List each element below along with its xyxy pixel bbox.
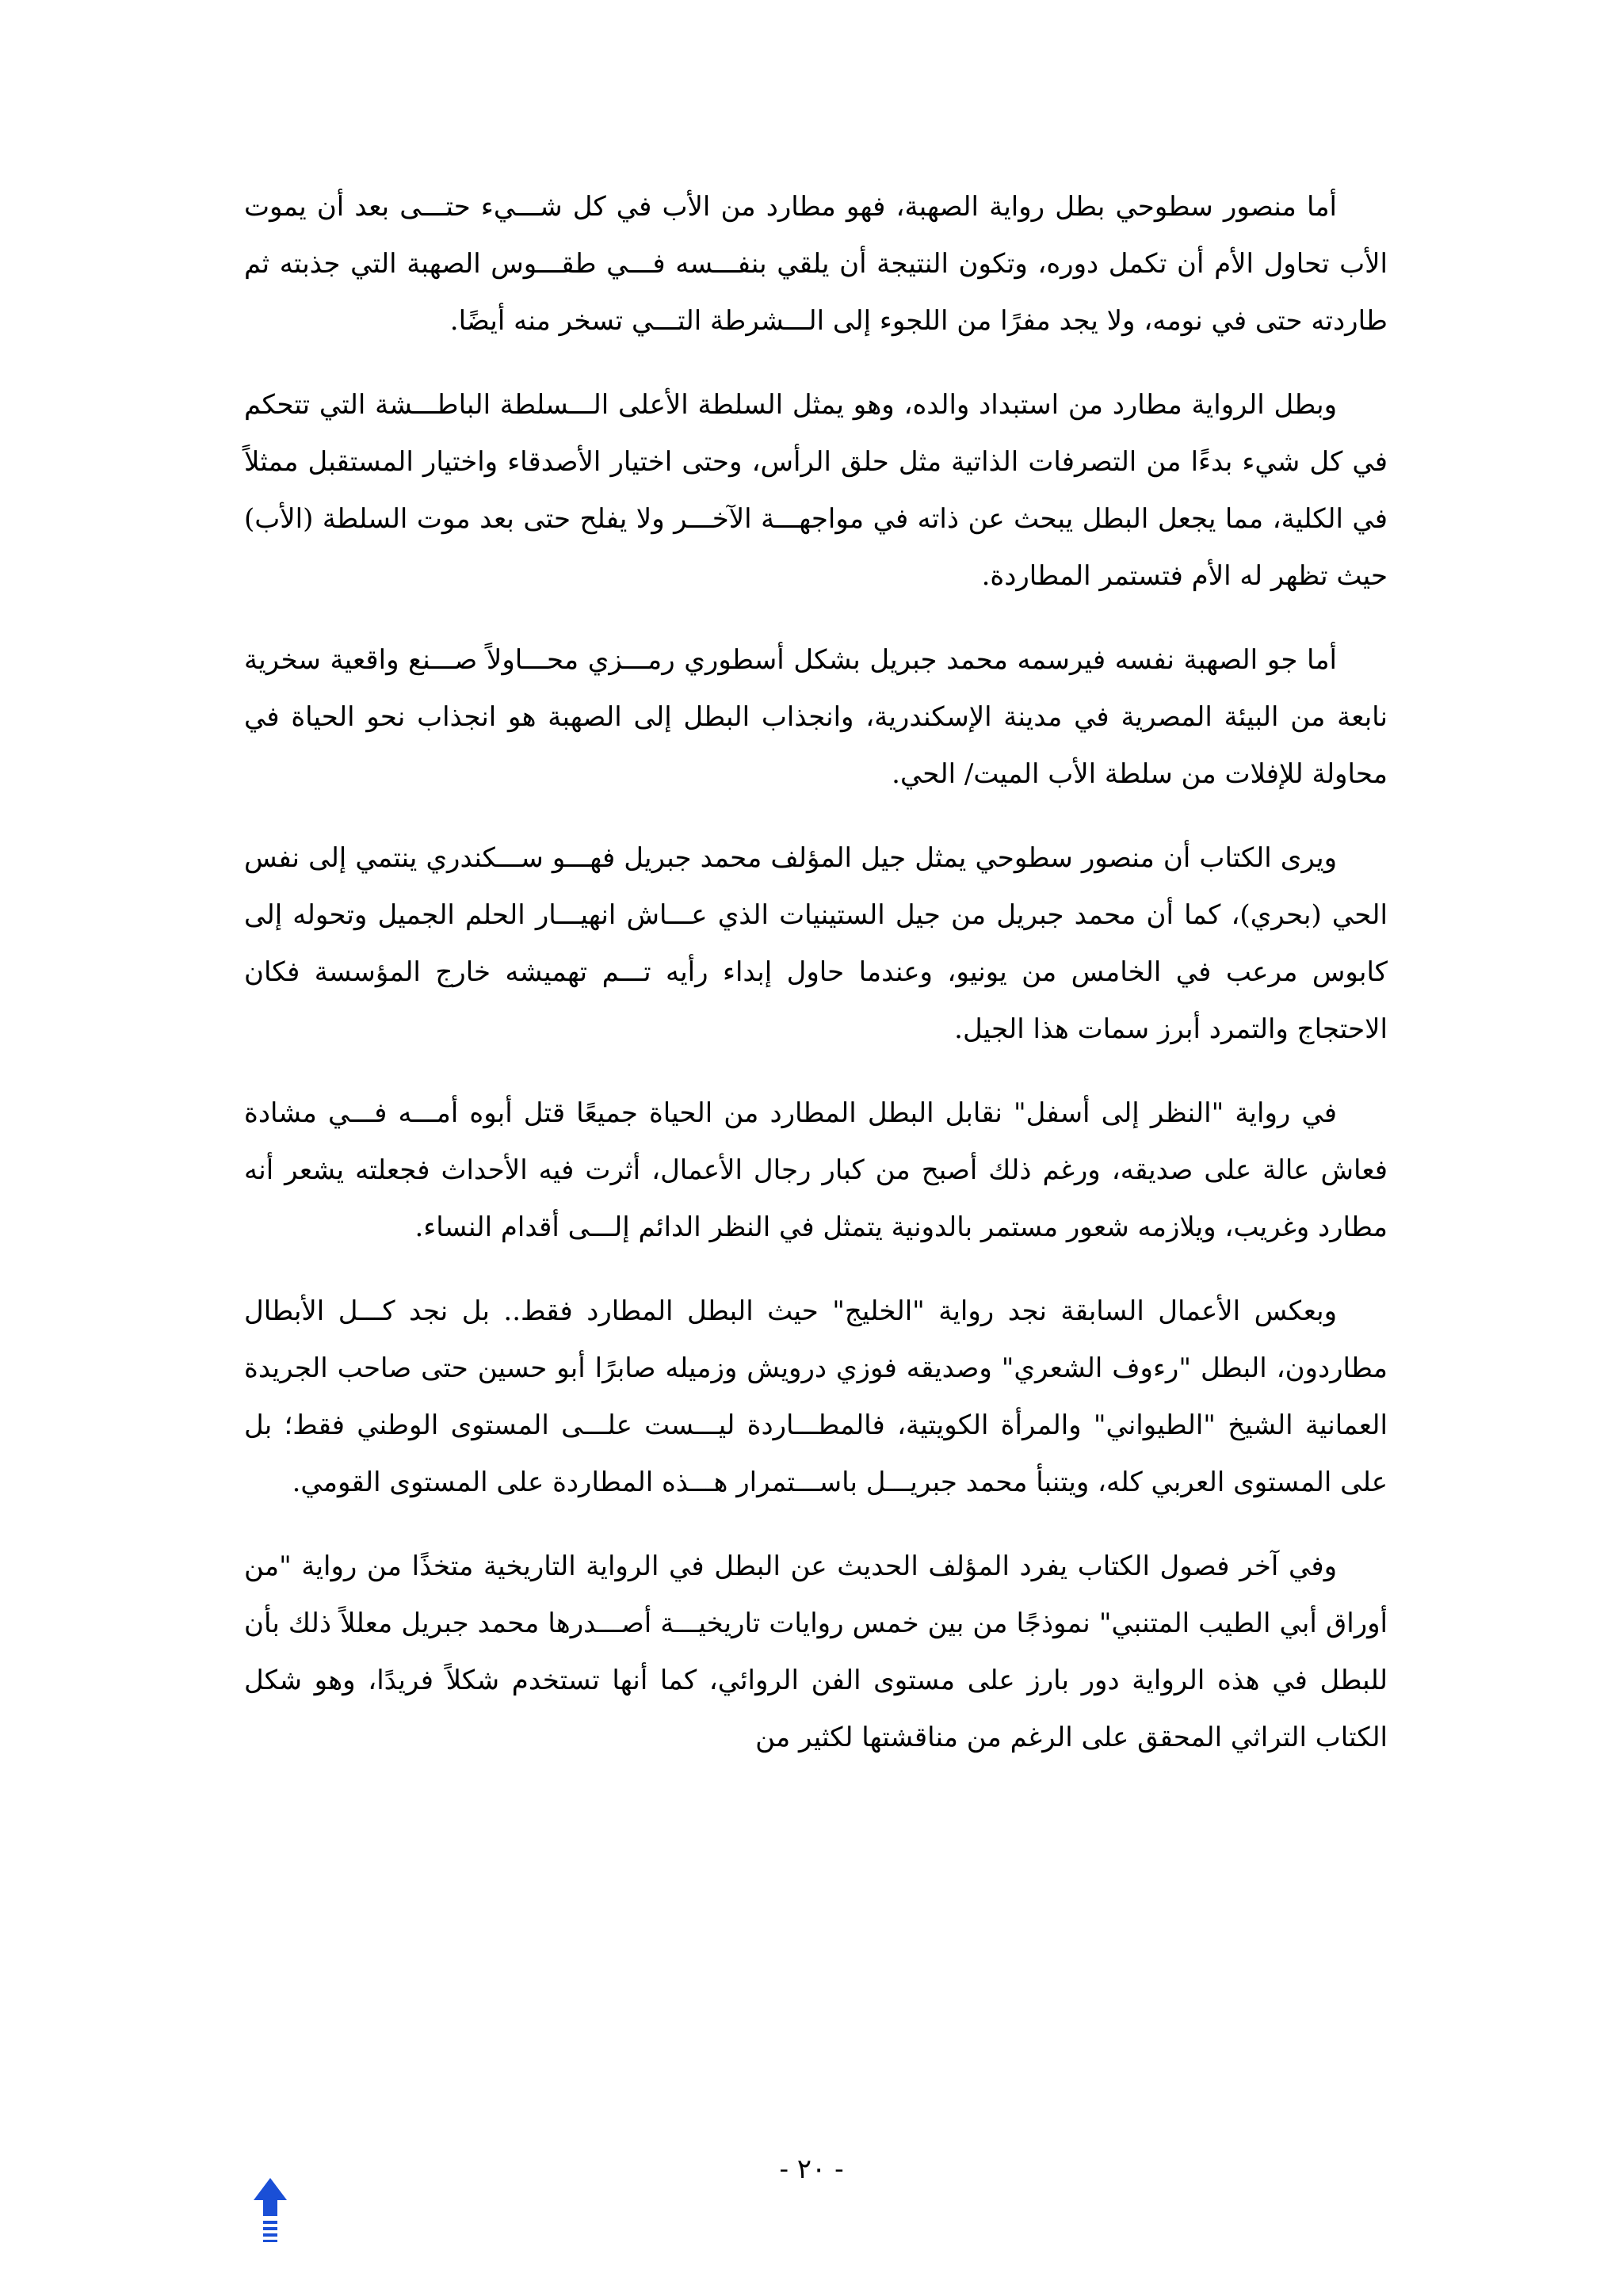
paragraph: ويرى الكتاب أن منصور سطوحي يمثل جيل المؤلف محمد جبريل فهـــو ســـكندري ينتمي إلى نفس الحي (بحري)، كما أن محمد جبريل من جيل الستينيات الذي عـــاش انهيـــار الحلم الجميل وتحوله إلى كابوس مرعب في الخامس من يونيو، وعندما حاول إبداء رأيه تـــم تهميشه خارج المؤسسة فكان الاحتجاج والتمرد أبرز سمات هذا الجيل. (244, 842, 1388, 1045)
paragraph: وفي آخر فصول الكتاب يفرد المؤلف الحديث عن البطل في الرواية التاريخية متخذًا من رواية "من أوراق أبي الطيب المتنبي" نموذجًا من بين خمس روايات تاريخيـــة أصـــدرها محمد جبريل معللاً ذلك بأن للبطل في هذه الرواية دور بارز على مستوى الفن الروائي، كما أنها تستخدم شكلاً فريدًا، وهو شكل الكتاب التراثي المحقق على الرغم من مناقشتها لكثير من (244, 1550, 1388, 1753)
paragraph: وبطل الرواية مطارد من استبداد والده، وهو يمثل السلطة الأعلى الـــسلطة الباطـــشة التي تتحكم في كل شيء بدءًا من التصرفات الذاتية مثل حلق الرأس، وحتى اختيار الأصدقاء واختيار المستقبل ممثلاً في الكلية، مما يجعل البطل يبحث عن ذاته في مواجهـــة الآخـــر ولا يفلح حتى بعد موت السلطة (الأب) حيث تظهر له الأم فتستمر المطاردة. (244, 389, 1388, 592)
paragraph: أما منصور سطوحي بطل رواية الصهبة، فهو مطارد من الأب في كل شـــيء حتـــى بعد أن يموت الأب تحاول الأم أن تكمل دوره، وتكون النتيجة أن يلقي بنفـــسه فـــي طقـــوس الصهبة التي جذبته ثم طاردته حتى في نومه، ولا يجد مفرًا من اللجوء إلى الـــشرطة التـــي تسخر منه أيضًا. (244, 191, 1388, 337)
body-text (244, 178, 1388, 1793)
paragraph: وبعكس الأعمال السابقة نجد رواية "الخليج" حيث البطل المطارد فقط.. بل نجد كـــل الأبطال مطاردون، البطل "رءوف الشعري" وصديقه فوزي درويش وزميله صابرًا أبو حسين حتى صاحب الجريدة العمانية الشيخ "الطيواني" والمرأة الكويتية، فالمطـــاردة ليـــست علـــى المستوى الوطني فقط؛ بل على المستوى العربي كله، ويتنبأ محمد جبريـــل باســـتمرار هـــذه المطاردة على المستوى القومي. (244, 1295, 1388, 1498)
arrow-up-icon[interactable] (252, 2176, 288, 2243)
paragraph: في رواية "النظر إلى أسفل" نقابل البطل المطارد من الحياة جميعًا قتل أبوه أمـــه فـــي مشادة فعاش عالة على صديقه، ورغم ذلك أصبح من كبار رجال الأعمال، أثرت فيه الأحداث فجعلته يشعر أنه مطارد وغريب، ويلازمه شعور مستمر بالدونية يتمثل في النظر الدائم إلـــى أقدام النساء. (244, 1097, 1388, 1243)
page-number: - ٢٠ - (779, 2153, 844, 2185)
paragraph: أما جو الصهبة نفسه فيرسمه محمد جبريل بشكل أسطوري رمـــزي محـــاولاً صـــنع واقعية سخرية نابعة من البيئة المصرية في مدينة الإسكندرية، وانجذاب البطل إلى الصهبة هو انجذاب نحو الحياة في محاولة للإفلات من سلطة الأب الميت/ الحي. (244, 644, 1388, 790)
